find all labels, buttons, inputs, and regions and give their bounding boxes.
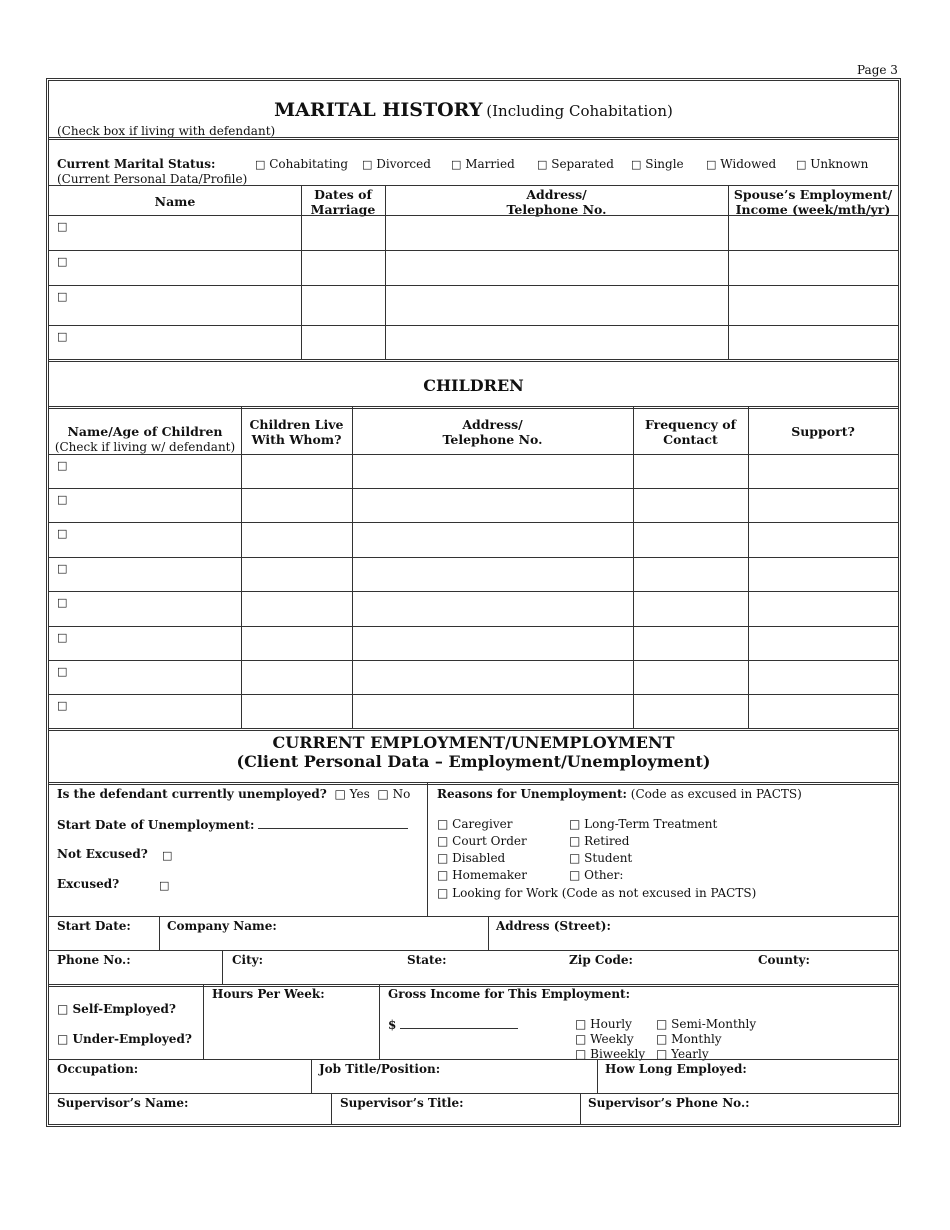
divider <box>49 359 898 362</box>
pay-hourly[interactable]: □ Hourly <box>575 1017 632 1031</box>
divider <box>49 950 898 951</box>
col-divider <box>385 185 386 360</box>
divider <box>49 916 898 917</box>
status-option-divorced[interactable]: □ Divorced <box>362 157 431 171</box>
not-excused-checkbox[interactable]: □ <box>162 849 173 862</box>
col-divider <box>488 916 489 950</box>
col-divider <box>301 185 302 360</box>
excused-checkbox[interactable]: □ <box>159 879 170 892</box>
child-row-checkbox[interactable]: □ <box>57 493 68 506</box>
start-date-label: Start Date: <box>57 919 131 933</box>
income-amount-field[interactable] <box>400 1017 518 1029</box>
divider <box>49 488 898 489</box>
marital-row-checkbox[interactable]: □ <box>57 290 68 303</box>
child-row-checkbox[interactable]: □ <box>57 562 68 575</box>
reason-disabled[interactable]: □ Disabled <box>437 851 506 865</box>
reason-looking-for-work[interactable]: □ Looking for Work (Code as not excused in PACTS) <box>437 886 757 900</box>
divider <box>49 406 898 409</box>
reason-student[interactable]: □ Student <box>569 851 633 865</box>
hours-per-week-label: Hours Per Week: <box>212 987 325 1001</box>
col-spouse-employment: Spouse’s Employment/ Income (week/mth/yr) <box>733 187 893 217</box>
divider <box>49 522 898 523</box>
page-number: Page 3 <box>857 63 898 77</box>
divider <box>49 185 898 186</box>
reason-retired[interactable]: □ Retired <box>569 834 630 848</box>
reason-homemaker[interactable]: □ Homemaker <box>437 868 527 882</box>
child-row-checkbox[interactable]: □ <box>57 596 68 609</box>
col-support: Support? <box>791 424 855 439</box>
divider <box>49 1093 898 1094</box>
col-address-telephone: Address/ Telephone No. <box>506 187 607 217</box>
col-divider <box>379 984 380 1059</box>
supervisor-title-label: Supervisor’s Title: <box>340 1096 464 1110</box>
pay-weekly[interactable]: □ Weekly <box>575 1032 634 1046</box>
child-row-checkbox[interactable]: □ <box>57 527 68 540</box>
reasons-unemployment: Reasons for Unemployment: (Code as excused in PACTS) <box>437 787 802 801</box>
marital-status-sub: (Current Personal Data/Profile) <box>57 172 248 186</box>
reason-court-order[interactable]: □ Court Order <box>437 834 527 848</box>
divider <box>49 557 898 558</box>
marital-row-checkbox[interactable]: □ <box>57 330 68 343</box>
gross-income-label: Gross Income for This Employment: <box>388 987 631 1001</box>
excused-label: Excused? <box>57 877 120 891</box>
col-divider <box>580 1093 581 1124</box>
divider <box>49 782 898 785</box>
divider <box>49 137 898 140</box>
child-row-checkbox[interactable]: □ <box>57 459 68 472</box>
col-divider <box>241 406 242 729</box>
divider <box>49 454 898 455</box>
how-long-employed-label: How Long Employed: <box>605 1062 747 1076</box>
status-option-married[interactable]: □ Married <box>451 157 515 171</box>
pay-biweekly[interactable]: □ Biweekly <box>575 1047 646 1061</box>
col-frequency-contact: Frequency of Contact <box>644 417 736 447</box>
reason-long-term-treatment[interactable]: □ Long-Term Treatment <box>569 817 718 831</box>
start-date-unemployment-field[interactable] <box>258 817 408 829</box>
company-name-label: Company Name: <box>167 919 277 933</box>
col-divider <box>331 1093 332 1124</box>
col-divider <box>222 950 223 984</box>
pay-semi-monthly[interactable]: □ Semi-Monthly <box>656 1017 757 1031</box>
phone-label: Phone No.: <box>57 953 131 967</box>
marital-row-checkbox[interactable]: □ <box>57 255 68 268</box>
job-title-label: Job Title/Position: <box>319 1062 441 1076</box>
employment-subtitle: (Client Personal Data – Employment/Unemployment) <box>236 752 711 771</box>
reason-other[interactable]: □ Other: <box>569 868 624 882</box>
col-divider <box>633 406 634 729</box>
col-divider <box>159 916 160 950</box>
reason-caregiver[interactable]: □ Caregiver <box>437 817 513 831</box>
col-divider <box>728 185 729 360</box>
zip-label: Zip Code: <box>569 953 633 967</box>
divider <box>49 694 898 695</box>
unemployed-no[interactable]: □ No <box>377 787 411 801</box>
county-label: County: <box>758 953 810 967</box>
divider <box>49 250 898 251</box>
status-option-separated[interactable]: □ Separated <box>537 157 614 171</box>
start-date-unemployment: Start Date of Unemployment: <box>57 817 408 832</box>
unemployed-question: Is the defendant currently unemployed? □ Yes □ No <box>57 787 411 801</box>
self-employed-checkbox[interactable]: □ Self-Employed? <box>57 1002 176 1016</box>
divider <box>49 626 898 627</box>
address-street-label: Address (Street): <box>496 919 611 933</box>
col-dates-of-marriage: Dates of Marriage <box>310 187 376 217</box>
col-divider <box>427 782 428 916</box>
col-divider <box>352 406 353 729</box>
col-children-address: Address/ Telephone No. <box>442 417 543 447</box>
pay-yearly[interactable]: □ Yearly <box>656 1047 709 1061</box>
col-children-live: Children Live With Whom? <box>249 417 344 447</box>
supervisor-name-label: Supervisor’s Name: <box>57 1096 189 1110</box>
col-children-name-sub: (Check if living w/ defendant) <box>54 440 236 454</box>
divider <box>49 591 898 592</box>
supervisor-phone-label: Supervisor’s Phone No.: <box>588 1096 750 1110</box>
col-divider <box>748 406 749 729</box>
col-children-name: Name/Age of Children <box>67 424 223 439</box>
col-divider <box>311 1059 312 1093</box>
occupation-label: Occupation: <box>57 1062 139 1076</box>
children-title: CHILDREN <box>423 376 524 395</box>
not-excused-label: Not Excused? <box>57 847 148 861</box>
state-label: State: <box>407 953 447 967</box>
marital-status-label: Current Marital Status: <box>57 157 216 171</box>
form-frame <box>46 78 901 1127</box>
pay-monthly[interactable]: □ Monthly <box>656 1032 722 1046</box>
divider <box>49 215 898 216</box>
city-label: City: <box>232 953 264 967</box>
col-divider <box>597 1059 598 1093</box>
employment-title: CURRENT EMPLOYMENT/UNEMPLOYMENT <box>272 733 675 752</box>
col-name: Name <box>154 194 196 209</box>
status-option-single[interactable]: □ Single <box>631 157 684 171</box>
unemployed-yes[interactable]: □ Yes <box>334 787 370 801</box>
status-option-widowed[interactable]: □ Widowed <box>706 157 777 171</box>
status-option-cohabitating[interactable]: □ Cohabitating <box>255 157 349 171</box>
col-divider <box>203 984 204 1059</box>
divider <box>49 660 898 661</box>
status-option-unknown[interactable]: □ Unknown <box>796 157 869 171</box>
child-row-checkbox[interactable]: □ <box>57 631 68 644</box>
marital-title: MARITAL HISTORY (Including Cohabitation) <box>274 99 673 121</box>
marital-note: (Check box if living with defendant) <box>57 124 276 138</box>
child-row-checkbox[interactable]: □ <box>57 699 68 712</box>
marital-row-checkbox[interactable]: □ <box>57 220 68 233</box>
under-employed-checkbox[interactable]: □ Under-Employed? <box>57 1032 192 1046</box>
divider <box>49 1059 898 1060</box>
income-amount: $ <box>388 1017 518 1032</box>
divider <box>49 325 898 326</box>
divider <box>49 728 898 731</box>
divider <box>49 285 898 286</box>
child-row-checkbox[interactable]: □ <box>57 665 68 678</box>
